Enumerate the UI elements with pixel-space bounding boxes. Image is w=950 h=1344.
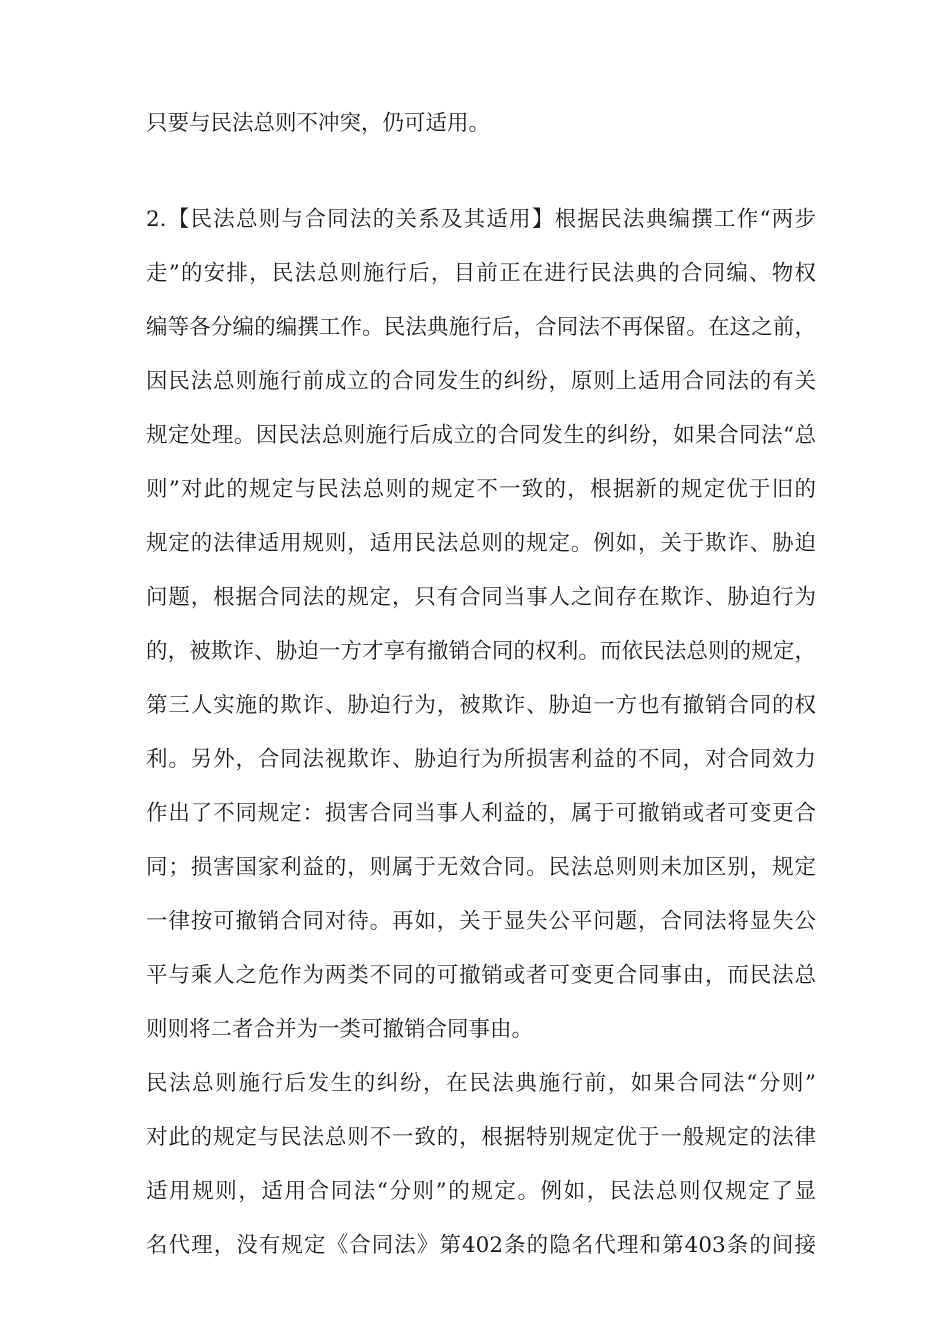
paragraph-line: 作出了不同规定：损害合同当事人利益的，属于可撤销或者可变更合	[146, 801, 816, 826]
paragraph-line: 第三人实施的欺诈、胁迫行为，被欺诈、胁迫一方也有撤销合同的权	[146, 693, 816, 718]
paragraph-line: 适用规则，适用合同法“分则”的规定。例如，民法总则仅规定了显	[146, 1179, 816, 1204]
paragraph-line: 问题，根据合同法的规定，只有合同当事人之间存在欺诈、胁迫行为	[146, 585, 816, 610]
paragraph-line: 名代理，没有规定《合同法》第402条的隐名代理和第403条的间接	[146, 1233, 816, 1258]
paragraph-line: 利。另外，合同法视欺诈、胁迫行为所损害利益的不同，对合同效力	[146, 747, 816, 772]
paragraph-line: 民法总则施行后发生的纠纷，在民法典施行前，如果合同法“分则”	[146, 1071, 816, 1096]
paragraph-line: 因民法总则施行前成立的合同发生的纠纷，原则上适用合同法的有关	[146, 369, 816, 394]
paragraph-line: 2.【民法总则与合同法的关系及其适用】根据民法典编撰工作“两步	[146, 207, 816, 232]
paragraph-line: 一律按可撤销合同对待。再如，关于显失公平问题，合同法将显失公	[146, 909, 816, 934]
paragraph-line: 走”的安排，民法总则施行后，目前正在进行民法典的合同编、物权	[146, 261, 816, 286]
paragraph-line: 的，被欺诈、胁迫一方才享有撤销合同的权利。而依民法总则的规定，	[146, 639, 816, 664]
paragraph-line: 对此的规定与民法总则不一致的，根据特别规定优于一般规定的法律	[146, 1125, 816, 1150]
paragraph-line: 则则将二者合并为一类可撤销合同事由。	[146, 1017, 534, 1042]
paragraph-line: 只要与民法总则不冲突，仍可适用。	[146, 111, 491, 136]
paragraph-line: 则”对此的规定与民法总则的规定不一致的，根据新的规定优于旧的	[146, 477, 816, 502]
paragraph-line: 平与乘人之危作为两类不同的可撤销或者可变更合同事由，而民法总	[146, 963, 816, 988]
paragraph-line: 编等各分编的编撰工作。民法典施行后，合同法不再保留。在这之前，	[146, 315, 816, 340]
paragraph-line: 同；损害国家利益的，则属于无效合同。民法总则则未加区别，规定	[146, 855, 816, 880]
paragraph-line: 规定处理。因民法总则施行后成立的合同发生的纠纷，如果合同法“总	[146, 423, 816, 448]
paragraph-line: 规定的法律适用规则，适用民法总则的规定。例如，关于欺诈、胁迫	[146, 531, 816, 556]
